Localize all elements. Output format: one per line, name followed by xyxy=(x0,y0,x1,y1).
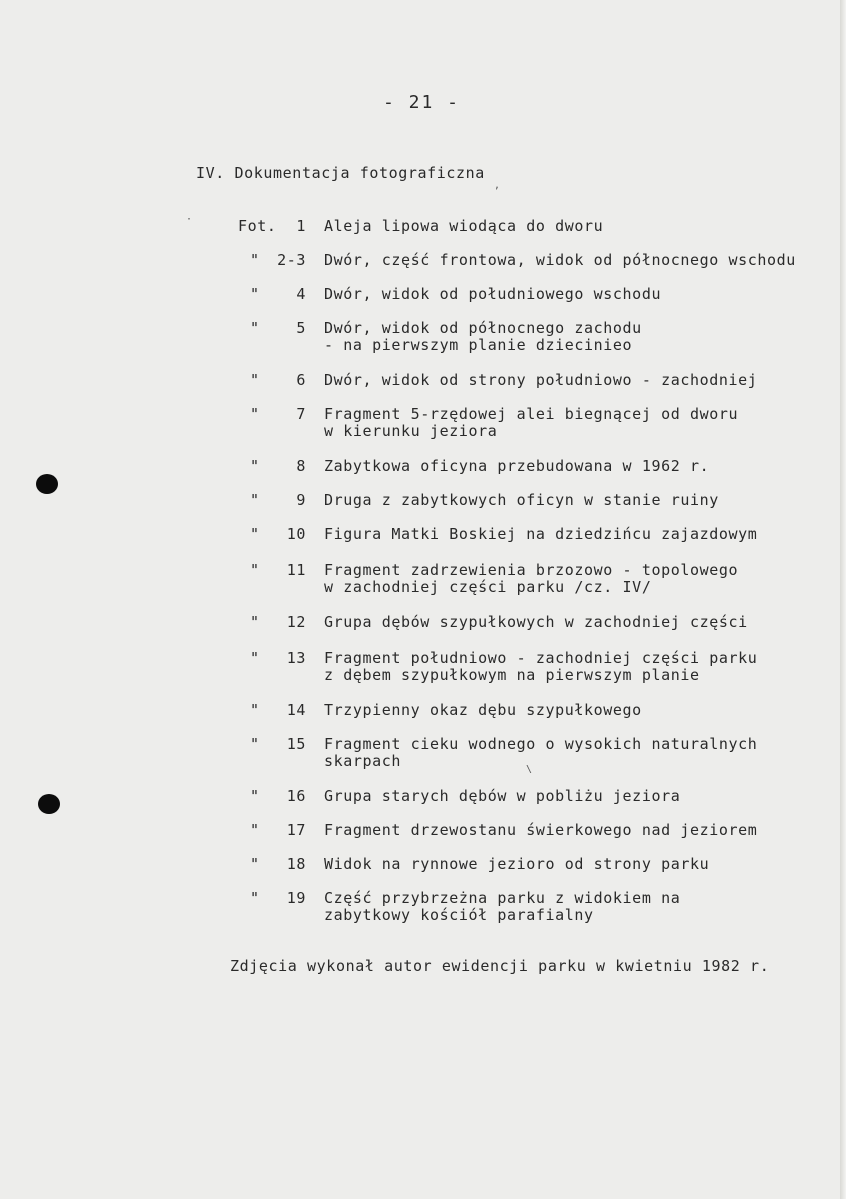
photo-number: 19 xyxy=(286,889,306,907)
ditto-mark: " xyxy=(250,649,260,667)
photo-description: Druga z zabytkowych oficyn w stanie ruiny xyxy=(324,491,719,509)
stray-mark: , xyxy=(494,180,501,191)
photo-number: 14 xyxy=(286,701,306,719)
photo-description: Fragment południowo - zachodniej części parku xyxy=(324,649,758,667)
ditto-mark: " xyxy=(250,889,260,907)
photo-description: Grupa starych dębów w pobliżu jeziora xyxy=(324,787,681,805)
section-heading: IV. Dokumentacja fotograficzna xyxy=(196,164,485,182)
photo-description: z dębem szypułkowym na pierwszym planie xyxy=(324,666,700,684)
photo-number: 9 xyxy=(296,491,306,509)
photo-description: skarpach xyxy=(324,752,402,770)
photo-number: 13 xyxy=(286,649,306,667)
photo-description: Figura Matki Boskiej na dziedzińcu zajazdowym xyxy=(324,525,758,543)
ditto-mark: " xyxy=(250,735,260,753)
photo-description: Fragment cieku wodnego o wysokich naturalnych xyxy=(324,735,758,753)
photo-description: Trzypienny okaz dębu szypułkowego xyxy=(324,701,642,719)
photo-number: 6 xyxy=(296,371,306,389)
photo-number: 18 xyxy=(286,855,306,873)
ditto-mark: " xyxy=(250,319,260,337)
photo-description: Dwór, widok od północnego zachodu xyxy=(324,319,642,337)
photo-description: Dwór, widok od południowego wschodu xyxy=(324,285,662,303)
photo-number: 7 xyxy=(296,405,306,423)
photo-number: 1 xyxy=(296,217,306,235)
ditto-mark: " xyxy=(250,701,260,719)
stray-mark: · xyxy=(186,214,193,225)
ditto-mark: " xyxy=(250,821,260,839)
fot-label: Fot. xyxy=(238,217,277,235)
ditto-mark: " xyxy=(250,457,260,475)
ditto-mark: " xyxy=(250,787,260,805)
photo-number: 11 xyxy=(286,561,306,579)
photo-description: Dwór, widok od strony południowo - zachodniej xyxy=(324,371,758,389)
photo-description: Zabytkowa oficyna przebudowana w 1962 r. xyxy=(324,457,710,475)
photo-description: Grupa dębów szypułkowych w zachodniej części xyxy=(324,613,748,631)
photo-description: w zachodniej części parku /cz. IV/ xyxy=(324,578,652,596)
page-number: - 21 - xyxy=(383,92,461,113)
ditto-mark: " xyxy=(250,561,260,579)
ditto-mark: " xyxy=(250,251,260,269)
photo-number: 17 xyxy=(286,821,306,839)
ditto-mark: " xyxy=(250,855,260,873)
page-edge xyxy=(840,0,846,1199)
photo-number: 2-3 xyxy=(277,251,306,269)
photo-description: w kierunku jeziora xyxy=(324,422,498,440)
ditto-mark: " xyxy=(250,405,260,423)
photo-description: Aleja lipowa wiodąca do dworu xyxy=(324,217,604,235)
photo-number: 4 xyxy=(296,285,306,303)
punch-hole-upper xyxy=(36,474,58,494)
photo-description: zabytkowy kościół parafialny xyxy=(324,906,594,924)
photo-number: 10 xyxy=(286,525,306,543)
photo-description: Część przybrzeżna parku z widokiem na xyxy=(324,889,681,907)
ditto-mark: " xyxy=(250,613,260,631)
photo-description: Fragment zadrzewienia brzozowo - topolowego xyxy=(324,561,739,579)
photo-description: Fragment 5-rzędowej alei biegnącej od dworu xyxy=(324,405,739,423)
ditto-mark: " xyxy=(250,525,260,543)
photo-number: 12 xyxy=(286,613,306,631)
photo-credit: Zdjęcia wykonał autor ewidencji parku w kwietniu 1982 r. xyxy=(230,957,770,975)
photo-description: - na pierwszym planie dziecinieo xyxy=(324,336,633,354)
photo-description: Widok na rynnowe jezioro od strony parku xyxy=(324,855,710,873)
photo-description: Dwór, część frontowa, widok od północnego wschodu xyxy=(324,251,796,269)
photo-number: 5 xyxy=(296,319,306,337)
photo-number: 15 xyxy=(286,735,306,753)
photo-number: 16 xyxy=(286,787,306,805)
ditto-mark: " xyxy=(250,285,260,303)
ditto-mark: " xyxy=(250,491,260,509)
photo-number: 8 xyxy=(296,457,306,475)
stray-mark: \ xyxy=(526,764,533,775)
ditto-mark: " xyxy=(250,371,260,389)
photo-description: Fragment drzewostanu świerkowego nad jeziorem xyxy=(324,821,758,839)
punch-hole-lower xyxy=(38,794,60,814)
